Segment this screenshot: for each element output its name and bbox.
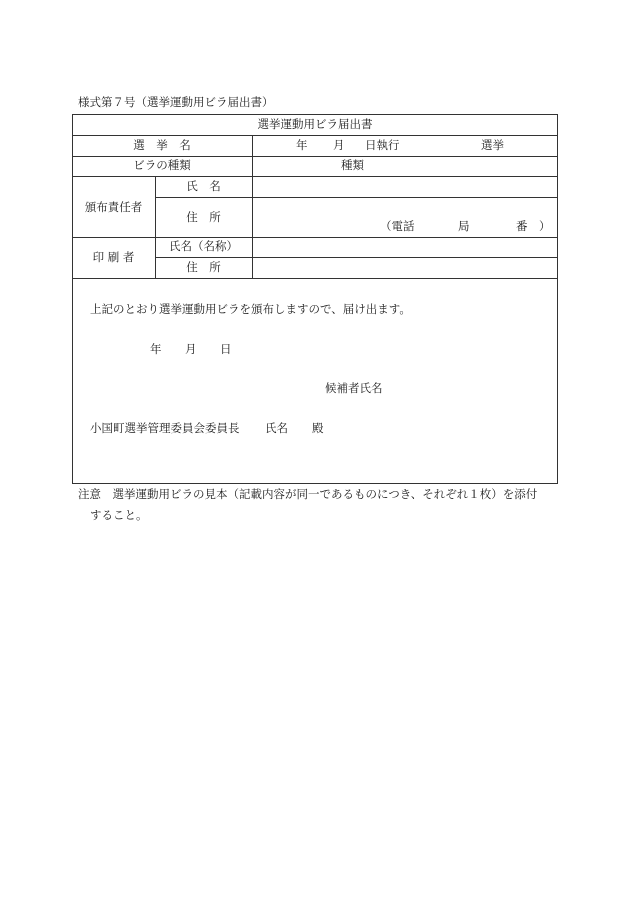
note-line-2: すること。 xyxy=(90,508,148,522)
honorific: 殿 xyxy=(312,421,324,435)
distributor-address-label: 住 所 xyxy=(186,210,221,224)
printer-name-label: 氏名（名称） xyxy=(169,239,238,253)
phone-number-label: 番 ） xyxy=(516,219,551,233)
date-year: 年 xyxy=(150,342,162,356)
candidate-name-label: 候補者氏名 xyxy=(325,381,383,395)
election-suffix: 選挙 xyxy=(481,138,504,152)
form-number-label: 様式第７号（選挙運動用ビラ届出書） xyxy=(78,95,274,109)
form-title: 選挙運動用ビラ届出書 xyxy=(257,117,373,131)
election-day-execution: 日執行 xyxy=(365,138,400,152)
distributor-label: 頒布責任者 xyxy=(84,200,143,214)
addressee-name-label: 氏名 xyxy=(265,421,288,435)
type-label: 種類 xyxy=(341,158,364,172)
date-day: 日 xyxy=(220,342,232,356)
date-month: 月 xyxy=(185,342,197,356)
election-year: 年 xyxy=(296,138,308,152)
election-name-label: 選 挙 名 xyxy=(133,138,191,152)
printer-address-label: 住 所 xyxy=(186,260,221,274)
phone-open-label: （電話 xyxy=(380,219,415,233)
election-month: 月 xyxy=(333,138,345,152)
phone-exchange-label: 局 xyxy=(458,219,470,233)
printer-label: 印 刷 者 xyxy=(92,250,135,264)
bill-type-label: ビラの種類 xyxy=(133,158,191,172)
note-line-1: 注意 選挙運動用ビラの見本（記載内容が同一であるものにつき、それぞれ１枚）を添付 xyxy=(78,487,538,501)
statement-text: 上記のとおり選挙運動用ビラを頒布しますので、届け出ます。 xyxy=(90,302,411,316)
distributor-name-label: 氏 名 xyxy=(186,179,221,193)
addressee-text: 小国町選挙管理委員会委員長 xyxy=(90,421,240,435)
